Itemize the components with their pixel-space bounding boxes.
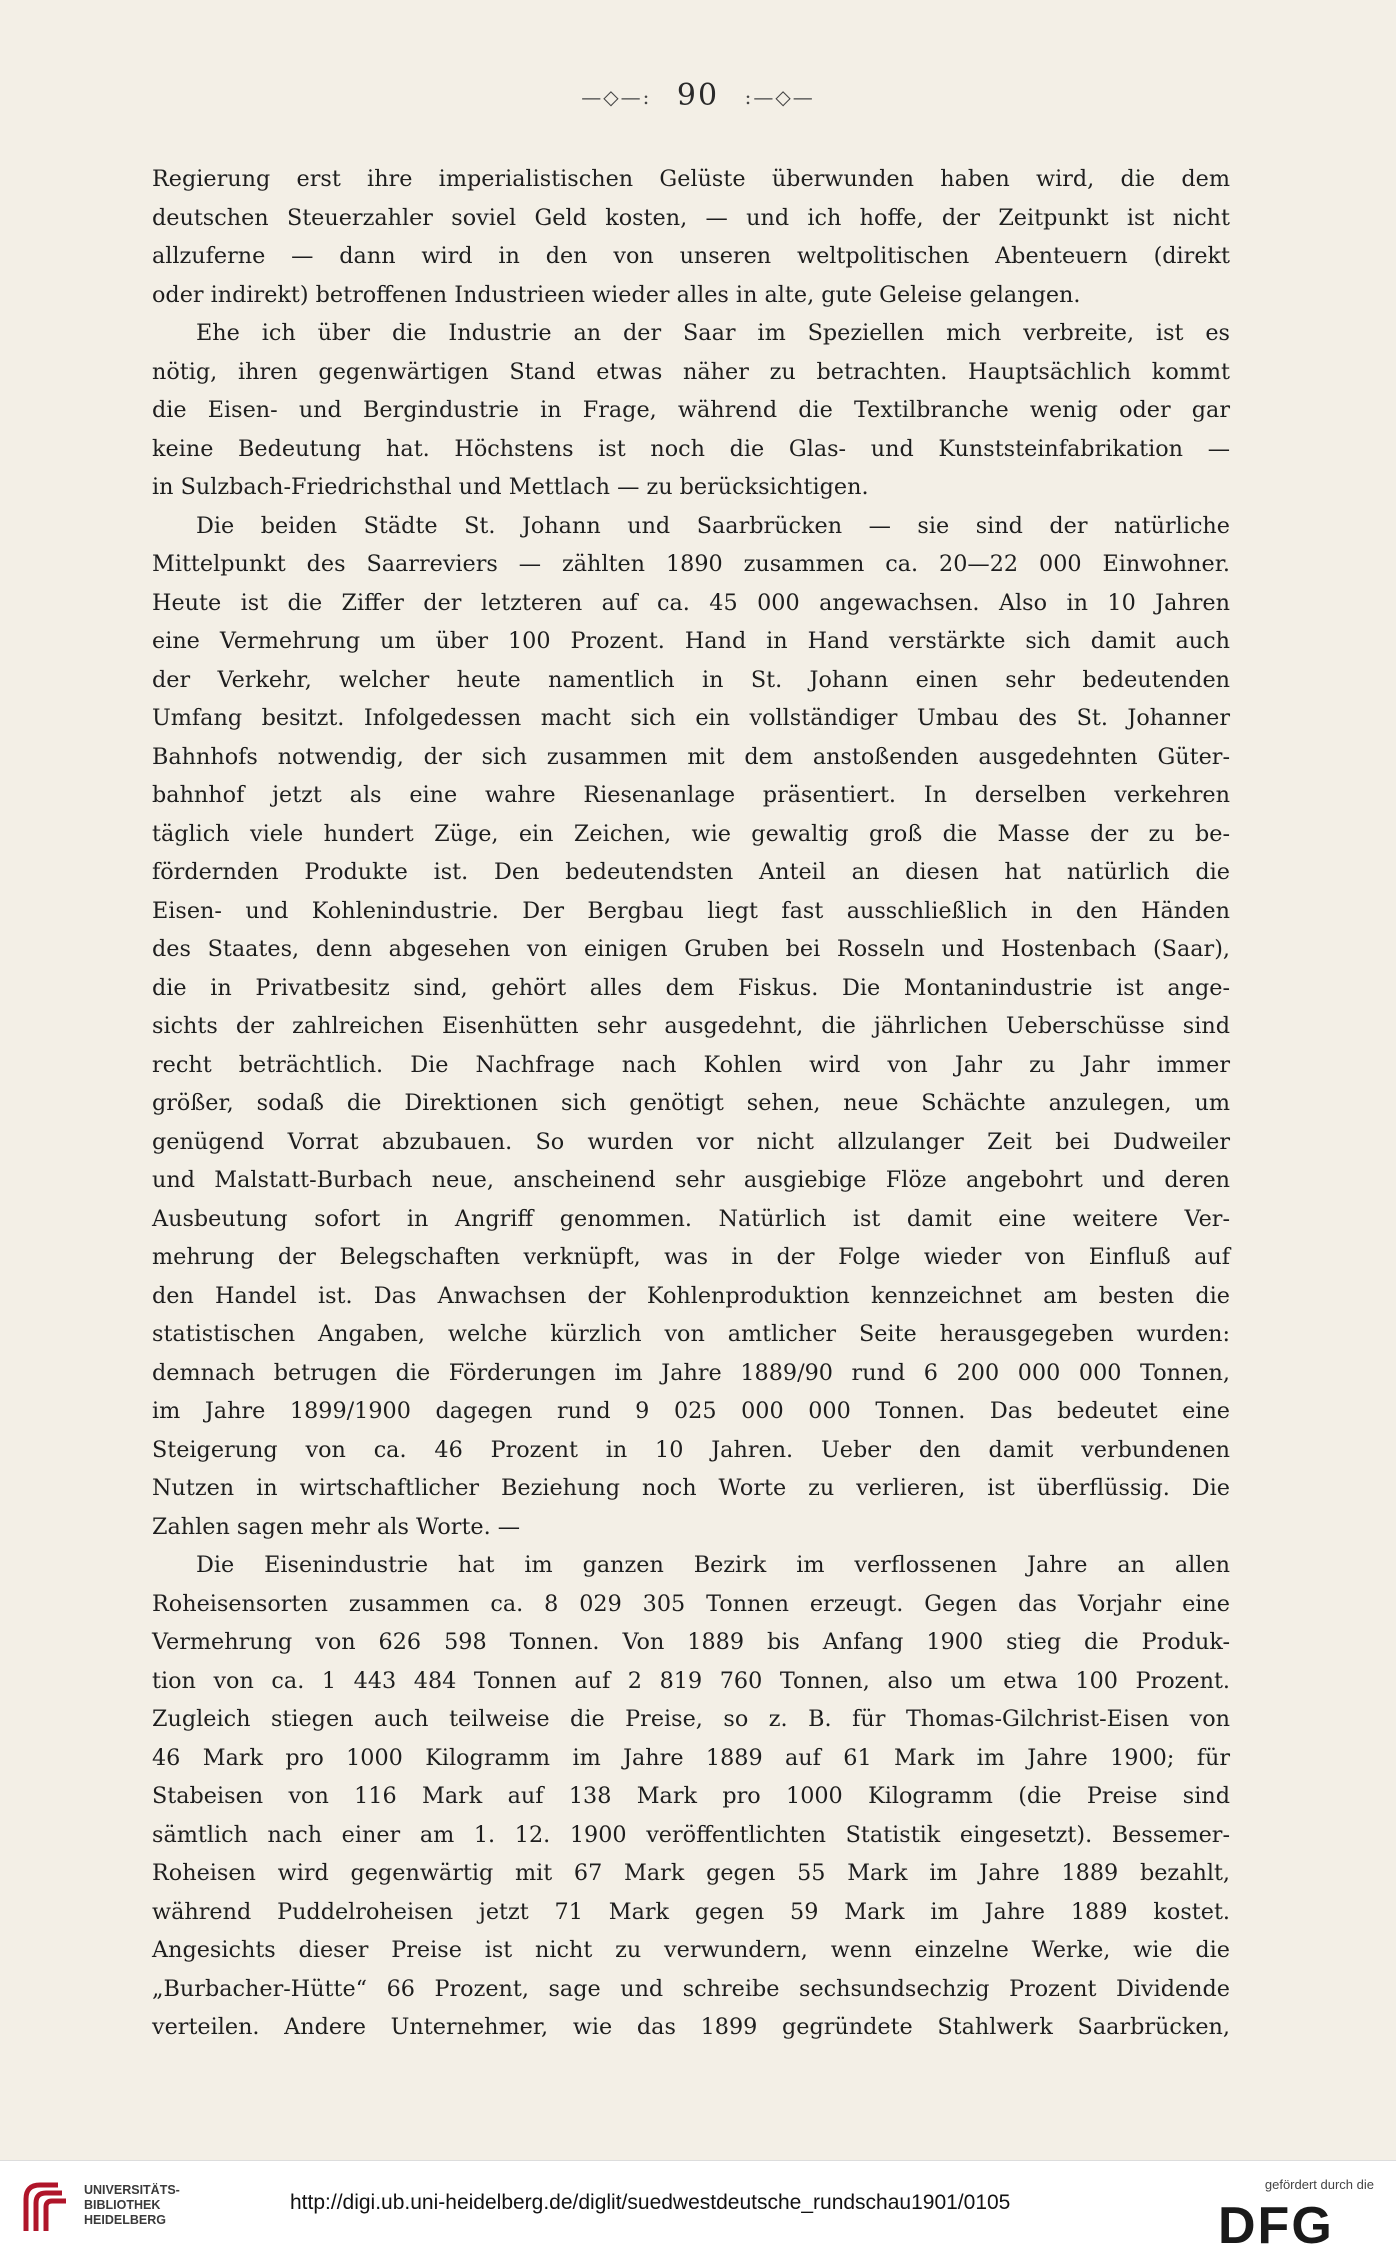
text-line: Regierung erst ihre imperialistischen Gelüste überwunden haben wird, die dem (152, 166, 1230, 192)
text-line: Angesichts dieser Preise ist nicht zu verwundern, wenn einzelne Werke, wie die (152, 1937, 1230, 1963)
text-line: Umfang besitzt. Infolgedessen macht sich ein vollständiger Umbau des St. Johanner (152, 705, 1230, 731)
text-line: Bahnhofs notwendig, der sich zusammen mit dem anstoßenden ausgedehnten Güter- (152, 743, 1230, 770)
footer-bar (0, 2160, 1396, 2259)
university-library-logo-icon (18, 2179, 78, 2239)
text-line: sämtlich nach einer am 1. 12. 1900 veröffentlichten Statistik eingesetzt). Bessemer- (152, 1821, 1230, 1848)
text-line: sichts der zahlreichen Eisenhütten sehr ausgedehnt, die jährlichen Ueberschüsse sind (152, 1013, 1230, 1039)
text-line: allzuferne — dann wird in den von unseren weltpolitischen Abenteuern (direkt (152, 243, 1230, 269)
funded-by-label: gefördert durch die (1264, 2177, 1374, 2192)
text-line: Eisen- und Kohlenindustrie. Der Bergbau liegt fast ausschließlich in den Händen (152, 897, 1230, 924)
text-line: Roheisensorten zusammen ca. 8 029 305 Tonnen erzeugt. Gegen das Vorjahr eine (152, 1590, 1230, 1617)
text-line: fördernden Produkte ist. Den bedeutendsten Anteil an diesen hat natürlich die (152, 859, 1230, 885)
paragraph (152, 314, 1230, 507)
text-line: in Sulzbach-Friedrichsthal und Mettlach — zu berücksichtigen. (152, 474, 869, 500)
institution-name (84, 2183, 180, 2228)
text-line: im Jahre 1899/1900 dagegen rund 9 025 000 000 Tonnen. Das bedeutet eine (152, 1398, 1230, 1424)
institution-line-1: UNIVERSITÄTS- (84, 2183, 180, 2197)
text-line: keine Bedeutung hat. Höchstens ist noch die Glas- und Kunststeinfabrikation — (152, 435, 1230, 462)
page-header (0, 78, 1396, 113)
text-line: statistischen Angaben, welche kürzlich von amtlicher Seite herausgegeben wurden: (152, 1321, 1230, 1347)
paragraph (152, 507, 1230, 1547)
text-line: recht beträchtlich. Die Nachfrage nach Kohlen wird von Jahr zu Jahr immer (152, 1051, 1230, 1078)
text-line: Steigerung von ca. 46 Prozent in 10 Jahren. Ueber den damit verbundenen (152, 1436, 1230, 1463)
page-number: 90 (676, 78, 720, 113)
text-line: Heute ist die Ziffer der letzteren auf ca. 45 000 angewachsen. Also in 10 Jahren (152, 589, 1230, 616)
text-line: des Staates, denn abgesehen von einigen Gruben bei Rosseln und Hostenbach (Saar), (152, 936, 1230, 962)
text-line: größer, sodaß die Direktionen sich genötigt sehen, neue Schächte anzulegen, um (152, 1090, 1230, 1116)
text-line: Vermehrung von 626 598 Tonnen. Von 1889 bis Anfang 1900 stieg die Produk- (152, 1629, 1230, 1655)
text-line: der Verkehr, welcher heute namentlich in St. Johann einen sehr bedeutenden (152, 666, 1230, 693)
text-line: Ausbeutung sofort in Angriff genommen. Natürlich ist damit eine weitere Ver- (152, 1205, 1230, 1232)
text-line: demnach betrugen die Förderungen im Jahre 1889/90 rund 6 200 000 000 Tonnen, (152, 1359, 1230, 1386)
text-line: Zugleich stiegen auch teilweise die Preise, so z. B. für Thomas-Gilchrist-Eisen von (152, 1706, 1230, 1732)
text-line: während Puddelroheisen jetzt 71 Mark gegen 59 Mark im Jahre 1889 kostet. (152, 1898, 1230, 1925)
text-line: Zahlen sagen mehr als Worte. — (152, 1513, 521, 1540)
text-line: oder indirekt) betroffenen Industrieen wieder alles in alte, gute Geleise gelangen. (152, 281, 1081, 308)
text-line: eine Vermehrung um über 100 Prozent. Hand in Hand verstärkte sich damit auch (152, 628, 1230, 654)
text-line: die in Privatbesitz sind, gehört alles dem Fiskus. Die Montanindustrie ist ange- (152, 974, 1230, 1001)
institution-line-2: BIBLIOTHEK (84, 2198, 161, 2212)
body-text (152, 160, 1230, 2047)
source-url-link[interactable]: http://digi.ub.uni-heidelberg.de/diglit/suedwestdeutsche_rundschau1901/0105 (290, 2191, 1011, 2214)
text-line: die Eisen- und Bergindustrie in Frage, während die Textilbranche wenig oder gar (152, 397, 1230, 423)
text-line: Mittelpunkt des Saarreviers — zählten 1890 zusammen ca. 20—22 000 Einwohner. (152, 551, 1230, 577)
text-line: täglich viele hundert Züge, ein Zeichen, wie gewaltig groß die Masse der zu be- (152, 820, 1230, 847)
text-line: 46 Mark pro 1000 Kilogramm im Jahre 1889 auf 61 Mark im Jahre 1900; für (152, 1744, 1230, 1771)
text-line: genügend Vorrat abzubauen. So wurden vor nicht allzulanger Zeit bei Dudweiler (152, 1128, 1230, 1155)
text-line: Ehe ich über die Industrie an der Saar im Speziellen mich verbreite, ist es (196, 320, 1230, 346)
paragraph (152, 160, 1230, 314)
text-line: Die Eisenindustrie hat im ganzen Bezirk im verflossenen Jahre an allen (196, 1552, 1230, 1578)
text-line: den Handel ist. Das Anwachsen der Kohlenproduktion kennzeichnet am besten die (152, 1282, 1230, 1309)
institution-line-3: HEIDELBERG (84, 2213, 166, 2227)
text-line: und Malstatt-Burbach neue, anscheinend sehr ausgiebige Flöze angebohrt und deren (152, 1167, 1230, 1193)
text-line: Stabeisen von 116 Mark auf 138 Mark pro 1000 Kilogramm (die Preise sind (152, 1783, 1230, 1809)
text-line: Nutzen in wirtschaftlicher Beziehung noch Worte zu verlieren, ist überflüssig. Die (152, 1475, 1230, 1501)
ornament-left: —◇—: (581, 85, 652, 109)
text-line: mehrung der Belegschaften verknüpft, was in der Folge wieder von Einfluß auf (152, 1244, 1230, 1270)
text-line: „Burbacher-Hütte“ 66 Prozent, sage und schreibe sechsundsechzig Prozent Dividende (152, 1975, 1230, 2002)
text-line: verteilen. Andere Unternehmer, wie das 1899 gegründete Stahlwerk Saarbrücken, (152, 2014, 1230, 2040)
text-line: Die beiden Städte St. Johann und Saarbrücken — sie sind der natürliche (196, 512, 1230, 539)
text-line: deutschen Steuerzahler soviel Geld kosten, — und ich hoffe, der Zeitpunkt ist nicht (152, 204, 1230, 231)
ornament-right: :—◇— (744, 85, 815, 109)
svg-text:DFG: DFG (1218, 2197, 1334, 2249)
dfg-logo-icon (1214, 2197, 1374, 2249)
text-line: tion von ca. 1 443 484 Tonnen auf 2 819 760 Tonnen, also um etwa 100 Prozent. (152, 1667, 1230, 1694)
paragraph (152, 1546, 1230, 2047)
text-line: nötig, ihren gegenwärtigen Stand etwas näher zu betrachten. Hauptsächlich kommt (152, 358, 1230, 385)
text-line: Roheisen wird gegenwärtig mit 67 Mark gegen 55 Mark im Jahre 1889 bezahlt, (152, 1860, 1230, 1886)
text-line: bahnhof jetzt als eine wahre Riesenanlage präsentiert. In derselben verkehren (152, 782, 1230, 808)
